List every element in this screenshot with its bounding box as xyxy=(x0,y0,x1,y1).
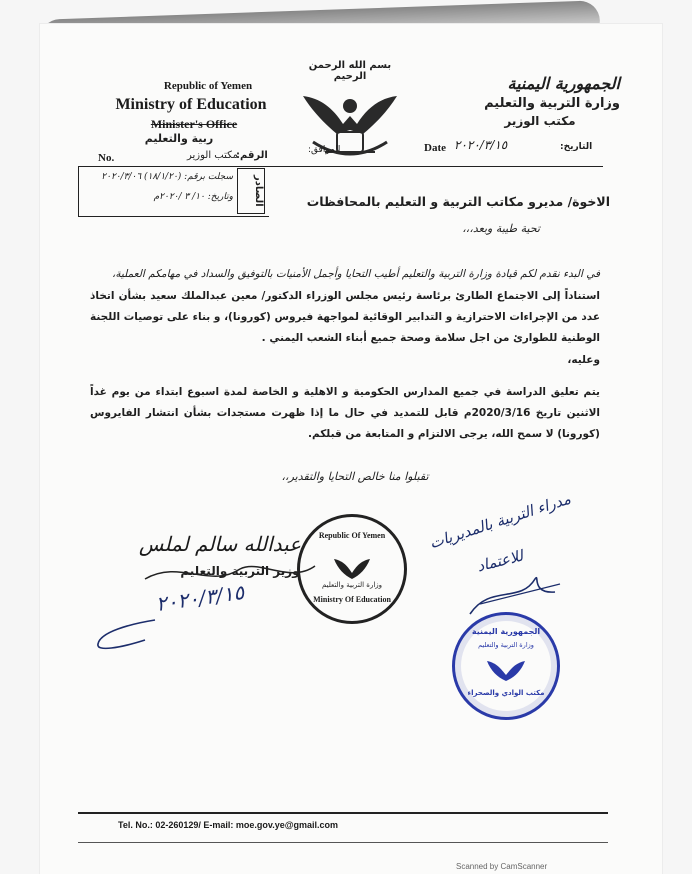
footer-contact: Tel. No.: 02-260129/ E-mail: moe.gov.ye@gmail.com xyxy=(118,820,339,830)
opening-paragraph: في البدء نقدم لكم قيادة وزارة التربية والتعليم أطيب التحايا وأجمل الأمنيات بالتوفيق والسداد في مهامكم العملية، xyxy=(111,268,600,280)
signature-name: عبدالله سالم لملس xyxy=(138,532,302,556)
handwritten-swash-icon xyxy=(90,614,160,654)
paragraph-1-end: وعليه، xyxy=(567,354,600,366)
closing-line: تقبلوا منا خالص التحايا والتقدير،، xyxy=(281,470,429,483)
header-corresp-label: الموافق: xyxy=(308,145,341,155)
blue-stamp-bottom: مكتب الوادي والصحراء xyxy=(467,689,545,697)
registry-box xyxy=(78,166,269,217)
document-page xyxy=(40,24,662,874)
header-en-country: Republic of Yemen xyxy=(163,80,253,92)
handwritten-date: ٢٠٢٠/٣/١٥ xyxy=(154,579,246,617)
annotation-line2: للاعتماد xyxy=(475,546,525,576)
header-ar-ministry: وزارة التربية والتعليم xyxy=(484,96,620,111)
date-label-en: Date xyxy=(424,142,446,154)
seal-en-bottom: Ministry Of Education xyxy=(313,595,391,604)
seal-ar: وزارة التربية والتعليم xyxy=(321,581,383,589)
header-en-ministry: Ministry of Education xyxy=(115,96,267,113)
header-ar-no-label: الرقم: xyxy=(236,150,268,161)
footer-bottom-rule xyxy=(78,842,608,843)
scanner-watermark: Scanned by CamScanner xyxy=(456,862,548,871)
header-no-value: مكتب الوزير xyxy=(186,150,238,161)
blue-stamp-top: الجمهورية اليمنية xyxy=(471,627,541,636)
blue-stamp-mid: وزارة التربية والتعليم xyxy=(478,641,534,649)
date-label-ar: التاريخ: xyxy=(560,142,593,152)
directorate-blue-stamp xyxy=(452,612,560,720)
registry-line2: وتاريخ: ١٠/ ٣ /٢٠٢٠م xyxy=(153,192,233,202)
registry-line1: سجلت برقم: (١٨/١/٢٠) ٢٠٢٠/٣/٠٦ xyxy=(101,172,233,182)
footer-divider xyxy=(78,812,608,814)
header-en-office: Minister's Office xyxy=(150,117,238,131)
blue-stamp-eagle-icon xyxy=(485,653,527,685)
emblem-basmala: بسم الله الرحمن الرحيم xyxy=(308,60,392,82)
addressee: الاخوة/ مديرو مكاتب التربية و التعليم بالمحافظات xyxy=(306,194,610,209)
registry-label: الصادر xyxy=(237,168,265,214)
annotation-line1: مدراء التربية بالمديريات xyxy=(427,489,573,553)
seal-eagle-icon xyxy=(332,551,372,585)
greeting: تحية طيبة وبعد،،، xyxy=(462,222,540,235)
header-ar-country: الجمهورية اليمنية xyxy=(507,74,620,93)
seal-en-top: Republic Of Yemen xyxy=(318,531,386,540)
paragraph-2: يتم تعليق الدراسة في جميع المدارس الحكومية و الاهلية و الخاصة لمدة اسبوع ابتداء من يوم غداً الاثنين تاريخ 2020/3/16م قابل للتمديد في حال ما إذا ظهرت مستجدات بشأن انتشار الفايروس (كورونا) لا سمح الله، يرجى الالتزام و المتابعة من قبلكم. xyxy=(90,386,600,440)
header-ar-office: مكتب الوزير xyxy=(504,114,576,128)
date-value: ٢٠٢٠/٣/١٥ xyxy=(454,138,508,152)
paragraph-1: استناداً إلى الاجتماع الطارئ برئاسة رئيس مجلس الوزراء الدكتور/ معين عبدالملك سعيد بشأن اتخاذ عدد من الإجراءات الاحترازية و التدابير الوقائية لمواجهة فيروس (كورونا)، و بناء على توصيات اللجنة الوطنية للطوارئ من اجل سلامة وصحة جميع أبناء الشعب اليمني . xyxy=(90,290,600,344)
ministry-seal-stamp xyxy=(297,514,407,624)
header-ar-office-left: ربية والتعليم xyxy=(144,132,214,145)
signature-title: وزير التربية والتعليم xyxy=(180,564,300,578)
header-no-label: No. xyxy=(98,152,115,164)
